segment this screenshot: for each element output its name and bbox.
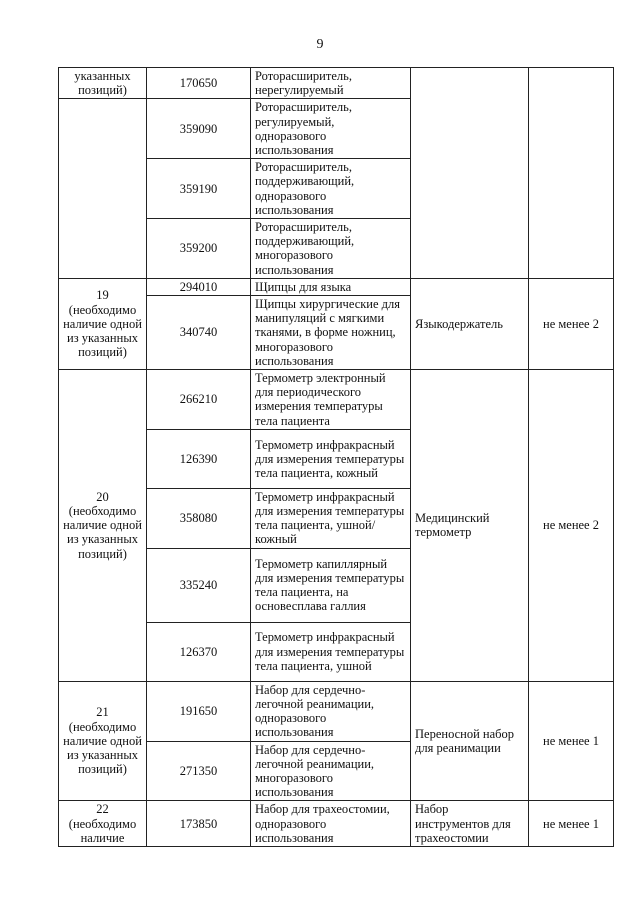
table-row <box>59 370 614 430</box>
position-number-cell <box>59 99 147 278</box>
name-cell: Термометр инфракрасный для измерения температуры тела пациента, ушной <box>251 622 411 681</box>
code-cell: 271350 <box>147 741 251 801</box>
code-cell: 126370 <box>147 622 251 681</box>
table-row <box>59 801 614 847</box>
name-cell: Набор для сердечно-легочной реанимации, многоразового использования <box>251 741 411 801</box>
name-cell: Набор для сердечно-легочной реанимации, одноразового использования <box>251 681 411 741</box>
qty-cell: не менее 2 <box>529 278 614 369</box>
name-cell: Щипцы хирургические для манипуляций с мягкими тканями, в форме ножниц, многоразового использования <box>251 296 411 370</box>
code-cell: 359190 <box>147 159 251 219</box>
table-row <box>59 278 614 295</box>
code-cell: 191650 <box>147 681 251 741</box>
type-cell <box>411 68 529 279</box>
code-cell: 173850 <box>147 801 251 847</box>
code-cell: 294010 <box>147 278 251 295</box>
name-cell: Роторасширитель, поддерживающий, многоразового использования <box>251 219 411 279</box>
name-cell: Щипцы для языка <box>251 278 411 295</box>
name-cell: Термометр капиллярный для измерения температуры тела пациента, на основесплава галлия <box>251 548 411 622</box>
position-number-cell: указанных позиций) <box>59 68 147 99</box>
qty-cell <box>529 68 614 279</box>
code-cell: 340740 <box>147 296 251 370</box>
position-number-cell: 20 (необходимо наличие одной из указанных позиций) <box>59 370 147 682</box>
table-row <box>59 681 614 741</box>
type-cell: Языкодержатель <box>411 278 529 369</box>
qty-cell: не менее 2 <box>529 370 614 682</box>
position-number-cell: 21 (необходимо наличие одной из указанных позиций) <box>59 681 147 801</box>
code-cell: 358080 <box>147 488 251 548</box>
name-cell: Термометр инфракрасный для измерения температуры тела пациента, ушной/кожный <box>251 488 411 548</box>
name-cell: Роторасширитель, нерегулируемый <box>251 68 411 99</box>
code-cell: 359200 <box>147 219 251 279</box>
name-cell: Термометр электронный для периодического измерения температуры тела пациента <box>251 370 411 430</box>
code-cell: 126390 <box>147 429 251 488</box>
type-cell: Медицинский термометр <box>411 370 529 682</box>
position-number-cell: 22 (необходимо наличие <box>59 801 147 847</box>
name-cell: Термометр инфракрасный для измерения температуры тела пациента, кожный <box>251 429 411 488</box>
code-cell: 170650 <box>147 68 251 99</box>
table-row <box>59 68 614 99</box>
page-number: 9 <box>316 37 324 52</box>
qty-cell: не менее 1 <box>529 681 614 801</box>
code-cell: 266210 <box>147 370 251 430</box>
name-cell: Роторасширитель, регулируемый, одноразового использования <box>251 99 411 159</box>
code-cell: 359090 <box>147 99 251 159</box>
name-cell: Роторасширитель, поддерживающий, одноразового использования <box>251 159 411 219</box>
type-cell: Набор инструментов для трахеостомии <box>411 801 529 847</box>
name-cell: Набор для трахеостомии, одноразового использования <box>251 801 411 847</box>
code-cell: 335240 <box>147 548 251 622</box>
qty-cell: не менее 1 <box>529 801 614 847</box>
position-number-cell: 19 (необходимо наличие одной из указанных позиций) <box>59 278 147 369</box>
type-cell: Переносной набор для реанимации <box>411 681 529 801</box>
equipment-table <box>58 67 614 847</box>
